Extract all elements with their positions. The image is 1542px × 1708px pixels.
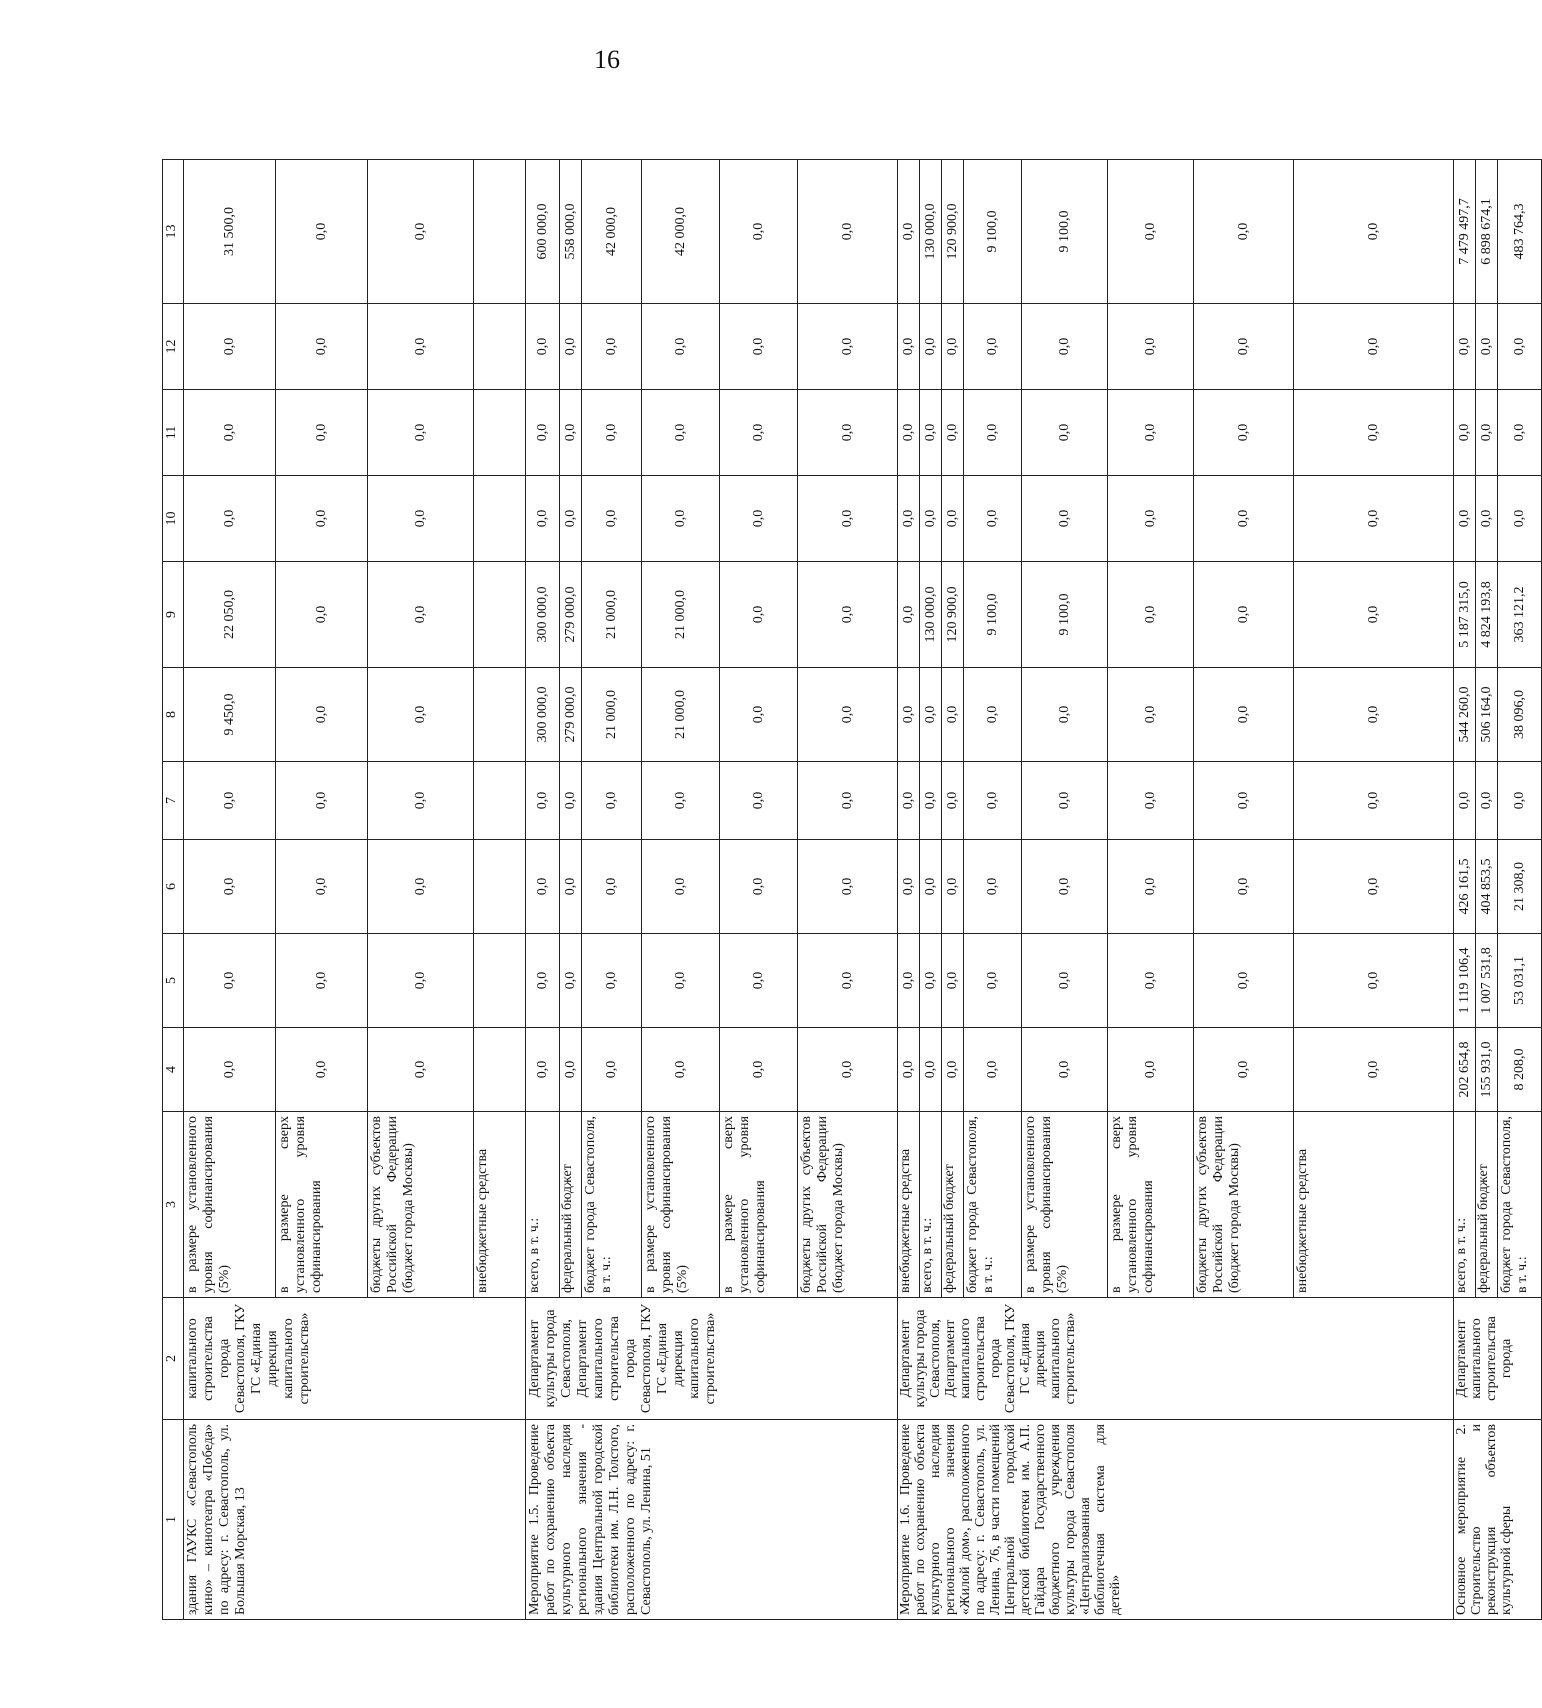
- amount-cell: 1 007 531,8: [1476, 934, 1498, 1028]
- amount-cell: 300 000,0: [526, 668, 560, 762]
- amount-cell: 0,0: [1294, 1028, 1454, 1112]
- event-name-cell: Мероприятие 1.5. Проведение работ по сохранению объекта культурного наследия регионального значения - здания Центральной городской библиотеки им. Л.Н. Толстого, расположенного по адресу: г. Севастополь, ул. Ленина, 51: [526, 1420, 898, 1620]
- amount-cell: 0,0: [720, 668, 798, 762]
- amount-cell: 0,0: [1022, 476, 1108, 562]
- column-number-row: [163, 160, 184, 1620]
- amount-cell: 0,0: [1108, 762, 1194, 840]
- amount-cell: 0,0: [720, 840, 798, 934]
- amount-cell: 0,0: [276, 934, 368, 1028]
- amount-cell: [474, 762, 526, 840]
- amount-cell: 0,0: [920, 934, 942, 1028]
- table-row: [526, 160, 560, 1620]
- amount-cell: 0,0: [898, 562, 920, 668]
- amount-cell: 0,0: [526, 304, 560, 390]
- amount-cell: 0,0: [942, 762, 964, 840]
- amount-cell: 0,0: [920, 1028, 942, 1112]
- amount-cell: 0,0: [1294, 934, 1454, 1028]
- amount-cell: 300 000,0: [526, 562, 560, 668]
- column-number: 12: [163, 304, 184, 390]
- amount-cell: 0,0: [582, 840, 642, 934]
- event-name-cell: здания ГАУКС «Севастополь кино» – кинотеатра «Победа» по адресу: г. Севастополь, ул. Большая Морская, 13: [184, 1420, 526, 1620]
- amount-cell: 279 000,0: [560, 562, 582, 668]
- amount-cell: 0,0: [964, 934, 1022, 1028]
- amount-cell: 0,0: [368, 762, 474, 840]
- amount-cell: 0,0: [184, 1028, 276, 1112]
- amount-cell: 130 000,0: [920, 160, 942, 304]
- amount-cell: 0,0: [1294, 304, 1454, 390]
- amount-cell: 130 000,0: [920, 562, 942, 668]
- amount-cell: 0,0: [526, 840, 560, 934]
- amount-cell: 0,0: [642, 762, 720, 840]
- table-row: [1454, 160, 1476, 1620]
- amount-cell: 0,0: [1108, 840, 1194, 934]
- amount-cell: 0,0: [642, 390, 720, 476]
- amount-cell: 0,0: [964, 762, 1022, 840]
- amount-cell: 8 208,0: [1498, 1028, 1542, 1112]
- amount-cell: 0,0: [1294, 840, 1454, 934]
- amount-cell: 0,0: [1194, 562, 1294, 668]
- amount-cell: 21 000,0: [642, 562, 720, 668]
- amount-cell: 21 000,0: [582, 668, 642, 762]
- budget-table: [162, 159, 1542, 1620]
- amount-cell: 0,0: [560, 762, 582, 840]
- amount-cell: 0,0: [942, 668, 964, 762]
- amount-cell: 0,0: [582, 1028, 642, 1112]
- amount-cell: 426 161,5: [1454, 840, 1476, 934]
- amount-cell: 0,0: [942, 1028, 964, 1112]
- amount-cell: 0,0: [1108, 668, 1194, 762]
- funding-source-cell: в размере сверх установленного уровня софинансирования: [276, 1112, 368, 1298]
- amount-cell: 0,0: [720, 476, 798, 562]
- amount-cell: 9 100,0: [1022, 160, 1108, 304]
- amount-cell: 120 900,0: [942, 562, 964, 668]
- amount-cell: 0,0: [942, 476, 964, 562]
- funding-source-cell: бюджет города Севастополя, в т. ч.:: [1498, 1112, 1542, 1298]
- amount-cell: 0,0: [798, 934, 898, 1028]
- amount-cell: 0,0: [942, 390, 964, 476]
- amount-cell: 0,0: [276, 390, 368, 476]
- amount-cell: 0,0: [642, 934, 720, 1028]
- amount-cell: 0,0: [720, 304, 798, 390]
- amount-cell: 0,0: [720, 390, 798, 476]
- amount-cell: 0,0: [1294, 390, 1454, 476]
- amount-cell: 279 000,0: [560, 668, 582, 762]
- amount-cell: 31 500,0: [184, 160, 276, 304]
- amount-cell: 6 898 674,1: [1476, 160, 1498, 304]
- amount-cell: 53 031,1: [1498, 934, 1542, 1028]
- amount-cell: 0,0: [798, 562, 898, 668]
- amount-cell: 0,0: [642, 840, 720, 934]
- amount-cell: 0,0: [276, 476, 368, 562]
- column-number: 1: [163, 1420, 184, 1620]
- amount-cell: 0,0: [1294, 562, 1454, 668]
- amount-cell: [474, 840, 526, 934]
- amount-cell: 0,0: [798, 1028, 898, 1112]
- amount-cell: 0,0: [1498, 476, 1542, 562]
- column-number: 13: [163, 160, 184, 304]
- amount-cell: 0,0: [368, 840, 474, 934]
- amount-cell: 0,0: [642, 476, 720, 562]
- amount-cell: 0,0: [798, 762, 898, 840]
- amount-cell: 0,0: [1108, 390, 1194, 476]
- amount-cell: 1 119 106,4: [1454, 934, 1476, 1028]
- amount-cell: 4 824 193,8: [1476, 562, 1498, 668]
- amount-cell: 0,0: [368, 476, 474, 562]
- amount-cell: 0,0: [898, 668, 920, 762]
- amount-cell: 9 100,0: [1022, 562, 1108, 668]
- amount-cell: 0,0: [642, 1028, 720, 1112]
- amount-cell: [474, 390, 526, 476]
- amount-cell: 9 100,0: [964, 160, 1022, 304]
- column-number: 3: [163, 1112, 184, 1298]
- amount-cell: 5 187 315,0: [1454, 562, 1476, 668]
- amount-cell: [474, 160, 526, 304]
- amount-cell: 0,0: [1194, 476, 1294, 562]
- amount-cell: 0,0: [898, 304, 920, 390]
- amount-cell: 22 050,0: [184, 562, 276, 668]
- amount-cell: 0,0: [1194, 762, 1294, 840]
- amount-cell: 0,0: [526, 934, 560, 1028]
- amount-cell: 0,0: [184, 840, 276, 934]
- amount-cell: 0,0: [1476, 762, 1498, 840]
- amount-cell: 9 100,0: [964, 562, 1022, 668]
- amount-cell: 0,0: [720, 1028, 798, 1112]
- amount-cell: 0,0: [184, 934, 276, 1028]
- amount-cell: 0,0: [1022, 304, 1108, 390]
- funding-source-cell: внебюджетные средства: [898, 1112, 920, 1298]
- amount-cell: 120 900,0: [942, 160, 964, 304]
- executor-cell: Департамент культуры города Севастополя, Департамент капитального строительства города Севастополя, ГКУ ГС «Единая дирекция капитального строительства»: [898, 1298, 1454, 1420]
- amount-cell: [474, 562, 526, 668]
- amount-cell: 363 121,2: [1498, 562, 1542, 668]
- amount-cell: 0,0: [798, 304, 898, 390]
- amount-cell: 0,0: [898, 934, 920, 1028]
- column-number: 11: [163, 390, 184, 476]
- funding-source-cell: федеральный бюджет: [942, 1112, 964, 1298]
- funding-source-cell: бюджеты других субъектов Российской Федерации (бюджет города Москвы): [1194, 1112, 1294, 1298]
- column-number: 5: [163, 934, 184, 1028]
- amount-cell: 38 096,0: [1498, 668, 1542, 762]
- amount-cell: 558 000,0: [560, 160, 582, 304]
- amount-cell: 0,0: [720, 562, 798, 668]
- amount-cell: 0,0: [1294, 668, 1454, 762]
- funding-source-cell: всего, в т. ч.:: [1454, 1112, 1476, 1298]
- amount-cell: 0,0: [920, 668, 942, 762]
- table-row: [898, 160, 920, 1620]
- amount-cell: 0,0: [798, 668, 898, 762]
- amount-cell: 544 260,0: [1454, 668, 1476, 762]
- amount-cell: 0,0: [720, 160, 798, 304]
- amount-cell: 0,0: [582, 390, 642, 476]
- amount-cell: 0,0: [1108, 934, 1194, 1028]
- funding-source-cell: бюджеты других субъектов Российской Федерации (бюджет города Москвы): [368, 1112, 474, 1298]
- amount-cell: 0,0: [276, 160, 368, 304]
- amount-cell: 0,0: [1108, 562, 1194, 668]
- amount-cell: 0,0: [1194, 390, 1294, 476]
- column-number: 9: [163, 562, 184, 668]
- amount-cell: 0,0: [560, 390, 582, 476]
- amount-cell: 0,0: [898, 840, 920, 934]
- funding-source-cell: бюджет города Севастополя, в т. ч.:: [582, 1112, 642, 1298]
- amount-cell: 483 764,3: [1498, 160, 1542, 304]
- column-number: 10: [163, 476, 184, 562]
- amount-cell: 0,0: [582, 762, 642, 840]
- funding-source-cell: всего, в т. ч.:: [526, 1112, 560, 1298]
- amount-cell: 0,0: [798, 840, 898, 934]
- amount-cell: 0,0: [1194, 668, 1294, 762]
- column-number: 6: [163, 840, 184, 934]
- amount-cell: 0,0: [184, 390, 276, 476]
- amount-cell: 0,0: [1194, 160, 1294, 304]
- amount-cell: 0,0: [798, 160, 898, 304]
- amount-cell: 0,0: [964, 668, 1022, 762]
- amount-cell: 0,0: [526, 390, 560, 476]
- amount-cell: 0,0: [898, 1028, 920, 1112]
- amount-cell: 0,0: [582, 304, 642, 390]
- amount-cell: 0,0: [276, 1028, 368, 1112]
- column-number: 2: [163, 1298, 184, 1420]
- amount-cell: 0,0: [1294, 476, 1454, 562]
- page-number: 16: [594, 45, 620, 74]
- amount-cell: 0,0: [560, 304, 582, 390]
- amount-cell: 0,0: [1476, 476, 1498, 562]
- event-name-cell: Мероприятие 1.6. Проведение работ по сохранению объекта культурного наследия регионального значения «Жилой дом», расположенного по адресу: г. Севастополь, ул. Ленина, 76, в части помещений Центральной городской детской библиотеки им. А.П. Гайдара Государственного бюджетного учреждения культуры города Севастополя «Централизованная библиотечная система для детей»: [898, 1420, 1454, 1620]
- amount-cell: 0,0: [1498, 304, 1542, 390]
- amount-cell: 0,0: [276, 304, 368, 390]
- amount-cell: 21 000,0: [642, 668, 720, 762]
- amount-cell: 0,0: [368, 160, 474, 304]
- amount-cell: 0,0: [1022, 390, 1108, 476]
- executor-cell: Департамент культуры города Севастополя, Департамент капитального строительства города Севастополя, ГКУ ГС «Единая дирекция капитального строительства»: [526, 1298, 898, 1420]
- amount-cell: 0,0: [582, 934, 642, 1028]
- funding-source-cell: внебюджетные средства: [474, 1112, 526, 1298]
- amount-cell: 0,0: [1498, 762, 1542, 840]
- amount-cell: 0,0: [560, 476, 582, 562]
- amount-cell: 21 308,0: [1498, 840, 1542, 934]
- funding-source-cell: в размере установленного уровня софинансирования (5%): [642, 1112, 720, 1298]
- amount-cell: 0,0: [1022, 840, 1108, 934]
- amount-cell: 0,0: [276, 762, 368, 840]
- amount-cell: 0,0: [368, 390, 474, 476]
- amount-cell: 0,0: [1194, 304, 1294, 390]
- amount-cell: [474, 476, 526, 562]
- amount-cell: 0,0: [368, 1028, 474, 1112]
- amount-cell: 7 479 497,7: [1454, 160, 1476, 304]
- column-number: 8: [163, 668, 184, 762]
- amount-cell: 0,0: [964, 476, 1022, 562]
- amount-cell: 0,0: [184, 762, 276, 840]
- amount-cell: 404 853,5: [1476, 840, 1498, 934]
- funding-source-cell: федеральный бюджет: [560, 1112, 582, 1298]
- event-name-cell: Основное мероприятие 2. Строительство и реконструкция объектов культурной сферы: [1454, 1420, 1542, 1620]
- amount-cell: 0,0: [1022, 1028, 1108, 1112]
- amount-cell: 0,0: [964, 1028, 1022, 1112]
- amount-cell: 0,0: [1476, 390, 1498, 476]
- amount-cell: 0,0: [964, 390, 1022, 476]
- executor-cell: капитального строительства города Севастополя, ГКУ ГС «Единая дирекция капитального строительства»: [184, 1298, 526, 1420]
- executor-cell: Департамент капитального строительства города: [1454, 1298, 1542, 1420]
- amount-cell: 0,0: [560, 840, 582, 934]
- column-number: 7: [163, 762, 184, 840]
- amount-cell: 0,0: [1294, 762, 1454, 840]
- amount-cell: 0,0: [898, 476, 920, 562]
- amount-cell: 0,0: [1294, 160, 1454, 304]
- amount-cell: 0,0: [1108, 160, 1194, 304]
- amount-cell: 0,0: [920, 840, 942, 934]
- funding-source-cell: федеральный бюджет: [1476, 1112, 1498, 1298]
- amount-cell: 0,0: [276, 668, 368, 762]
- amount-cell: 0,0: [1454, 390, 1476, 476]
- table-body: [184, 160, 1542, 1620]
- amount-cell: 0,0: [526, 1028, 560, 1112]
- amount-cell: 0,0: [1454, 476, 1476, 562]
- amount-cell: 0,0: [720, 934, 798, 1028]
- amount-cell: 0,0: [1022, 762, 1108, 840]
- amount-cell: [474, 668, 526, 762]
- amount-cell: 42 000,0: [582, 160, 642, 304]
- amount-cell: 0,0: [368, 668, 474, 762]
- amount-cell: 0,0: [798, 476, 898, 562]
- amount-cell: 0,0: [368, 304, 474, 390]
- amount-cell: 0,0: [1108, 304, 1194, 390]
- rotated-table-wrapper: [162, 160, 1530, 1620]
- amount-cell: 0,0: [1022, 934, 1108, 1028]
- amount-cell: 0,0: [1454, 304, 1476, 390]
- amount-cell: [474, 304, 526, 390]
- amount-cell: 0,0: [184, 304, 276, 390]
- funding-source-cell: внебюджетные средства: [1294, 1112, 1454, 1298]
- amount-cell: 0,0: [942, 304, 964, 390]
- amount-cell: 0,0: [1194, 934, 1294, 1028]
- amount-cell: 0,0: [276, 562, 368, 668]
- amount-cell: 0,0: [276, 840, 368, 934]
- amount-cell: 0,0: [898, 160, 920, 304]
- funding-source-cell: в размере сверх установленного уровня софинансирования: [720, 1112, 798, 1298]
- amount-cell: [474, 1028, 526, 1112]
- amount-cell: 506 164,0: [1476, 668, 1498, 762]
- column-number: 4: [163, 1028, 184, 1112]
- funding-source-cell: в размере установленного уровня софинансирования (5%): [184, 1112, 276, 1298]
- amount-cell: 0,0: [1022, 668, 1108, 762]
- amount-cell: 0,0: [920, 762, 942, 840]
- amount-cell: 0,0: [1194, 1028, 1294, 1112]
- amount-cell: 0,0: [184, 476, 276, 562]
- amount-cell: 0,0: [920, 476, 942, 562]
- amount-cell: 0,0: [920, 390, 942, 476]
- amount-cell: 0,0: [964, 840, 1022, 934]
- amount-cell: 202 654,8: [1454, 1028, 1476, 1112]
- amount-cell: 42 000,0: [642, 160, 720, 304]
- amount-cell: 0,0: [1454, 762, 1476, 840]
- amount-cell: 0,0: [642, 304, 720, 390]
- amount-cell: 0,0: [920, 304, 942, 390]
- amount-cell: 0,0: [526, 476, 560, 562]
- amount-cell: 0,0: [720, 762, 798, 840]
- funding-source-cell: в размере установленного уровня софинансирования (5%): [1022, 1112, 1108, 1298]
- amount-cell: 0,0: [942, 840, 964, 934]
- amount-cell: 0,0: [582, 476, 642, 562]
- amount-cell: 0,0: [1194, 840, 1294, 934]
- funding-source-cell: бюджет города Севастополя, в т. ч.:: [964, 1112, 1022, 1298]
- table-row: [184, 160, 276, 1620]
- amount-cell: 0,0: [368, 934, 474, 1028]
- amount-cell: 0,0: [1108, 1028, 1194, 1112]
- amount-cell: 0,0: [560, 934, 582, 1028]
- amount-cell: 0,0: [526, 762, 560, 840]
- amount-cell: 0,0: [1108, 476, 1194, 562]
- funding-source-cell: всего, в т. ч.:: [920, 1112, 942, 1298]
- amount-cell: 0,0: [798, 390, 898, 476]
- funding-source-cell: бюджеты других субъектов Российской Федерации (бюджет города Москвы): [798, 1112, 898, 1298]
- amount-cell: 0,0: [942, 934, 964, 1028]
- amount-cell: 9 450,0: [184, 668, 276, 762]
- amount-cell: 155 931,0: [1476, 1028, 1498, 1112]
- amount-cell: 0,0: [898, 390, 920, 476]
- amount-cell: 21 000,0: [582, 562, 642, 668]
- amount-cell: [474, 934, 526, 1028]
- amount-cell: 0,0: [964, 304, 1022, 390]
- amount-cell: 0,0: [560, 1028, 582, 1112]
- amount-cell: 600 000,0: [526, 160, 560, 304]
- amount-cell: 0,0: [1476, 304, 1498, 390]
- amount-cell: 0,0: [368, 562, 474, 668]
- funding-source-cell: в размере сверх установленного уровня софинансирования: [1108, 1112, 1194, 1298]
- amount-cell: 0,0: [898, 762, 920, 840]
- amount-cell: 0,0: [1498, 390, 1542, 476]
